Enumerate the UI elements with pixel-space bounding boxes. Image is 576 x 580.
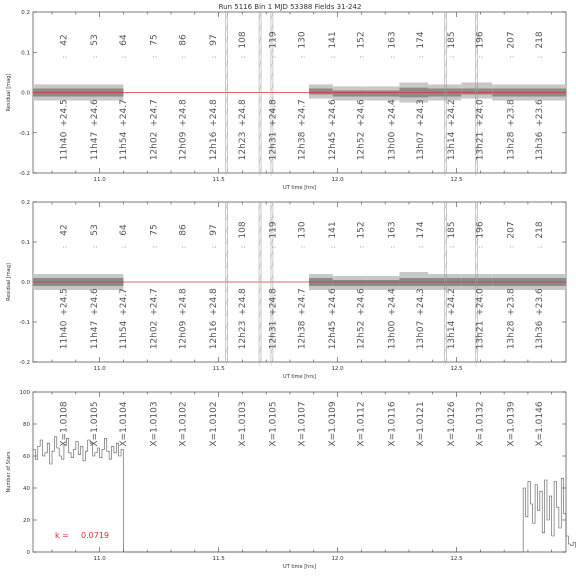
y-tick-label: -0.1	[19, 130, 30, 137]
hatch-mark	[476, 250, 478, 258]
dec-label: +24.6	[90, 288, 101, 316]
field-label: 53	[90, 34, 101, 46]
field-label: 97	[209, 34, 220, 46]
field-label: 163	[387, 221, 398, 239]
hatch-mark	[226, 238, 228, 246]
dec-label: +24.3	[416, 288, 427, 316]
hatch-mark	[259, 310, 261, 318]
field-label: 108	[237, 221, 248, 239]
field-colon: :	[536, 55, 545, 59]
dec-label: +24.8	[209, 288, 220, 316]
field-colon: :	[91, 245, 100, 249]
dec-label: +24.3	[416, 99, 427, 127]
hatch-mark	[259, 202, 261, 210]
hatch-mark	[271, 202, 273, 210]
field-colon: :	[507, 55, 516, 59]
dec-label: +23.8	[506, 99, 517, 127]
y-tick-label: -0.2	[19, 171, 30, 177]
ra-label: 11h54	[118, 131, 129, 161]
hatch-mark	[259, 60, 261, 68]
airmass-label: X=1.0105	[268, 401, 279, 447]
field-label: 75	[149, 224, 160, 236]
ra-label: 12h31	[268, 131, 279, 161]
hatch-mark	[259, 120, 261, 128]
hatch-mark	[445, 214, 447, 222]
ra-label: 13h07	[416, 320, 427, 350]
hatch-mark	[445, 168, 447, 176]
ra-label: 12h38	[297, 320, 308, 350]
field-colon: :	[91, 55, 100, 59]
x-tick-label: 11.5	[212, 177, 225, 183]
x-tick-label: 11.5	[212, 556, 225, 562]
field-label: 174	[416, 31, 427, 49]
airmass-label: X=1.0104	[118, 401, 129, 447]
field-label: 86	[178, 224, 189, 236]
field-colon: :	[298, 55, 307, 59]
field-label: 185	[447, 221, 458, 239]
hatch-mark	[476, 12, 478, 20]
hatch-mark	[271, 72, 273, 80]
field-label: 130	[297, 31, 308, 49]
field-label: 152	[356, 221, 367, 239]
hatch-mark	[476, 202, 478, 210]
x-tick-label: 12.0	[331, 556, 344, 562]
field-colon: :	[357, 55, 366, 59]
hatch-mark	[226, 286, 228, 294]
ra-label: 13h14	[447, 320, 458, 350]
y-tick-label: 0	[26, 550, 30, 556]
field-colon: :	[179, 245, 188, 249]
hatch-mark	[226, 214, 228, 222]
residual-band-inner	[366, 280, 399, 286]
x-tick-label: 12.0	[331, 177, 344, 183]
field-colon: :	[119, 245, 128, 249]
airmass-label: X=1.0103	[149, 401, 160, 447]
hatch-mark	[226, 202, 228, 210]
x-tick-label: 11.0	[93, 556, 106, 562]
field-label: 42	[59, 224, 70, 236]
residual-band-inner	[366, 90, 399, 96]
x-tick-label: 11.5	[212, 366, 225, 372]
residual-band-inner	[461, 88, 492, 94]
dec-label: +24.0	[475, 288, 486, 316]
hatch-mark	[271, 214, 273, 222]
field-colon: :	[329, 55, 338, 59]
hatch-mark	[476, 60, 478, 68]
field-colon: :	[238, 55, 247, 59]
hatch-mark	[259, 24, 261, 32]
field-colon: :	[417, 245, 426, 249]
field-colon: :	[298, 245, 307, 249]
airmass-label: X=1.0112	[356, 401, 367, 447]
hatch-mark	[476, 168, 478, 176]
ra-label: 12h52	[356, 131, 367, 161]
ra-label: 12h16	[209, 320, 220, 350]
field-colon: :	[476, 55, 485, 59]
figure-title: Run 5116 Bin 1 MJD 53388 Fields 31-242	[218, 3, 362, 11]
ra-label: 13h36	[535, 320, 546, 350]
ra-label: 12h23	[237, 131, 248, 161]
field-label: 218	[535, 31, 546, 49]
y-axis-label: Residual [mag]	[6, 263, 12, 301]
x-tick-label: 12.5	[450, 177, 463, 183]
hatch-mark	[271, 12, 273, 20]
hatch-mark	[476, 262, 478, 270]
airmass-label: X=1.0132	[475, 401, 486, 447]
residual-panel-middle	[6, 200, 566, 380]
dec-label: +24.5	[59, 99, 70, 127]
hatch-mark	[445, 250, 447, 258]
field-label: 174	[416, 221, 427, 239]
ra-label: 13h00	[387, 131, 398, 161]
field-label: 42	[59, 34, 70, 46]
field-label: 119	[268, 31, 279, 49]
hatch-mark	[259, 334, 261, 342]
field-label: 119	[268, 221, 279, 239]
ra-label: 11h54	[118, 320, 129, 350]
dec-label: +24.5	[59, 288, 70, 316]
ra-label: 13h21	[475, 320, 486, 350]
airmass-label: X=1.0139	[506, 401, 517, 447]
dec-label: +24.7	[297, 288, 308, 316]
field-label: 207	[506, 31, 517, 49]
hatch-mark	[445, 202, 447, 210]
ra-label: 12h23	[237, 320, 248, 350]
hatch-mark	[259, 214, 261, 222]
x-tick-label: 12.0	[331, 366, 344, 372]
y-tick-label: 80	[23, 422, 30, 428]
hatch-mark	[271, 60, 273, 68]
residual-band-inner	[333, 280, 366, 286]
field-colon: :	[60, 55, 69, 59]
field-label: 141	[328, 221, 339, 239]
hatch-mark	[226, 168, 228, 176]
hatch-mark	[271, 168, 273, 176]
hatch-mark	[226, 36, 228, 44]
hatch-mark	[476, 24, 478, 32]
hatch-mark	[445, 72, 447, 80]
field-label: 185	[447, 31, 458, 49]
y-tick-label: 0.1	[21, 50, 30, 57]
hatch-mark	[271, 274, 273, 282]
k-value: 0.0719	[81, 531, 109, 540]
dec-label: +24.7	[149, 99, 160, 127]
field-label: 196	[475, 221, 486, 239]
airmass-label: X=1.0105	[90, 401, 101, 447]
field-colon: :	[269, 55, 278, 59]
y-tick-label: -0.2	[19, 360, 30, 366]
hatch-mark	[259, 346, 261, 354]
hatch-mark	[226, 108, 228, 116]
dec-label: +24.8	[209, 99, 220, 127]
airmass-label: X=1.0103	[237, 401, 248, 447]
hatch-mark	[271, 250, 273, 258]
ra-label: 12h09	[178, 131, 189, 161]
dec-label: +23.6	[535, 288, 546, 316]
hatch-mark	[271, 262, 273, 270]
airmass-label: X=1.0102	[209, 401, 220, 447]
field-colon: :	[269, 245, 278, 249]
hatch-mark	[226, 298, 228, 306]
x-axis-label: UT time [hrs]	[283, 564, 316, 570]
hatch-mark	[226, 274, 228, 282]
hatch-mark	[259, 286, 261, 294]
field-colon: :	[448, 55, 457, 59]
dec-label: +24.4	[387, 99, 398, 127]
ra-label: 13h00	[387, 320, 398, 350]
ra-label: 12h02	[149, 320, 160, 350]
dec-label: +24.0	[475, 99, 486, 127]
field-label: 152	[356, 31, 367, 49]
dec-label: +24.7	[149, 288, 160, 316]
k-label: k =	[55, 531, 69, 540]
ra-label: 12h09	[178, 320, 189, 350]
field-colon: :	[210, 55, 219, 59]
field-label: 53	[90, 224, 101, 236]
field-label: 163	[387, 31, 398, 49]
ra-label: 11h47	[90, 320, 101, 350]
field-colon: :	[119, 55, 128, 59]
hatch-mark	[259, 96, 261, 104]
field-colon: :	[210, 245, 219, 249]
field-colon: :	[357, 245, 366, 249]
dec-label: +24.8	[178, 99, 189, 127]
dec-label: +24.8	[237, 288, 248, 316]
field-colon: :	[476, 245, 485, 249]
field-colon: :	[536, 245, 545, 249]
dec-label: +24.7	[118, 99, 129, 127]
hatch-mark	[226, 60, 228, 68]
y-tick-label: 40	[23, 486, 30, 492]
hatch-mark	[445, 262, 447, 270]
x-tick-label: 11.0	[93, 366, 106, 372]
x-tick-label: 11.0	[93, 177, 106, 183]
hatch-mark	[476, 214, 478, 222]
y-tick-label: -0.1	[19, 320, 30, 326]
dec-label: +24.6	[90, 99, 101, 127]
ra-label: 12h52	[356, 320, 367, 350]
field-colon: :	[329, 245, 338, 249]
hatch-mark	[259, 144, 261, 152]
ra-label: 12h45	[328, 131, 339, 161]
y-tick-label: 20	[23, 518, 30, 524]
airmass-label: X=1.0107	[297, 401, 308, 447]
field-label: 108	[237, 31, 248, 49]
dec-label: +24.6	[356, 288, 367, 316]
star-count-panel	[6, 390, 576, 570]
x-axis-label: UT time [hrs]	[283, 185, 316, 191]
airmass-label: X=1.0146	[535, 401, 546, 447]
ra-label: 12h31	[268, 320, 279, 350]
field-label: 130	[297, 221, 308, 239]
dec-label: +24.6	[328, 288, 339, 316]
hatch-mark	[226, 310, 228, 318]
airmass-label: X=1.0109	[328, 401, 339, 447]
field-label: 97	[209, 224, 220, 236]
hatch-mark	[226, 156, 228, 164]
hatch-mark	[445, 24, 447, 32]
field-label: 218	[535, 221, 546, 239]
hatch-mark	[259, 72, 261, 80]
field-label: 196	[475, 31, 486, 49]
field-colon: :	[150, 55, 159, 59]
dec-label: +24.4	[387, 288, 398, 316]
y-tick-label: 100	[19, 390, 30, 396]
field-colon: :	[507, 245, 516, 249]
hatch-mark	[445, 60, 447, 68]
dec-label: +24.8	[178, 288, 189, 316]
ra-label: 11h40	[59, 320, 70, 350]
dec-label: +24.7	[118, 288, 129, 316]
y-tick-label: 0.1	[21, 240, 30, 246]
hatch-mark	[476, 72, 478, 80]
residual-panel-top	[6, 10, 566, 191]
hatch-mark	[226, 120, 228, 128]
hatch-mark	[259, 226, 261, 234]
hatch-mark	[226, 24, 228, 32]
hatch-mark	[259, 108, 261, 116]
hatch-mark	[259, 274, 261, 282]
airmass-label: X=1.0126	[447, 401, 458, 447]
dec-label: +23.8	[506, 288, 517, 316]
dec-label: +24.2	[447, 99, 458, 127]
hatch-mark	[226, 84, 228, 92]
hatch-mark	[271, 84, 273, 92]
hatch-mark	[259, 250, 261, 258]
hatch-mark	[445, 12, 447, 20]
ra-label: 12h45	[328, 320, 339, 350]
ra-label: 13h28	[506, 131, 517, 161]
hatch-mark	[226, 334, 228, 342]
hatch-mark	[226, 322, 228, 330]
hatch-mark	[259, 84, 261, 92]
residual-band-inner	[333, 90, 366, 96]
hatch-mark	[259, 132, 261, 140]
dec-label: +24.8	[268, 99, 279, 127]
x-axis-label: UT time [hrs]	[283, 374, 316, 380]
dec-label: +24.7	[297, 99, 308, 127]
x-tick-label: 12.5	[450, 556, 463, 562]
ra-label: 12h38	[297, 131, 308, 161]
airmass-label: X=1.0121	[416, 401, 427, 447]
ra-label: 13h36	[535, 131, 546, 161]
dec-label: +24.8	[268, 288, 279, 316]
field-label: 75	[149, 34, 160, 46]
dec-label: +23.6	[535, 99, 546, 127]
hatch-mark	[226, 250, 228, 258]
field-label: 141	[328, 31, 339, 49]
field-colon: :	[179, 55, 188, 59]
hatch-mark	[259, 48, 261, 56]
y-tick-label: 60	[23, 454, 30, 460]
hatch-mark	[259, 12, 261, 20]
hatch-mark	[259, 298, 261, 306]
y-tick-label: 0.2	[21, 200, 30, 206]
y-tick-label: 0.0	[21, 280, 30, 286]
hatch-mark	[226, 262, 228, 270]
field-colon: :	[60, 245, 69, 249]
dec-label: +24.8	[237, 99, 248, 127]
ra-label: 13h21	[475, 131, 486, 161]
field-colon: :	[388, 55, 397, 59]
airmass-label: X=1.0116	[387, 401, 398, 447]
hatch-mark	[226, 12, 228, 20]
hatch-mark	[226, 226, 228, 234]
hatch-mark	[226, 96, 228, 104]
field-label: 207	[506, 221, 517, 239]
field-label: 86	[178, 34, 189, 46]
dec-label: +24.2	[447, 288, 458, 316]
hatch-mark	[259, 322, 261, 330]
field-label: 64	[118, 34, 129, 46]
hatch-mark	[259, 156, 261, 164]
ra-label: 13h28	[506, 320, 517, 350]
hatch-mark	[259, 262, 261, 270]
field-label: 64	[118, 224, 129, 236]
airmass-label: X=1.0108	[59, 401, 70, 447]
residual-band-inner	[309, 88, 333, 94]
ra-label: 11h40	[59, 131, 70, 161]
y-axis-label: Number of Stars	[6, 451, 12, 493]
hatch-mark	[226, 48, 228, 56]
hatch-mark	[259, 36, 261, 44]
hatch-mark	[271, 24, 273, 32]
dec-label: +24.6	[356, 99, 367, 127]
dec-label: +24.6	[328, 99, 339, 127]
field-colon: :	[388, 245, 397, 249]
hatch-mark	[259, 238, 261, 246]
x-tick-label: 12.5	[450, 366, 463, 372]
ra-label: 13h14	[447, 131, 458, 161]
ra-label: 12h02	[149, 131, 160, 161]
field-colon: :	[417, 55, 426, 59]
airmass-label: X=1.0102	[178, 401, 189, 447]
hatch-mark	[226, 132, 228, 140]
hatch-mark	[226, 346, 228, 354]
y-tick-label: 0.2	[21, 10, 30, 16]
hatch-mark	[226, 144, 228, 152]
y-axis-label: Residual [mag]	[6, 73, 12, 112]
field-colon: :	[238, 245, 247, 249]
field-colon: :	[448, 245, 457, 249]
field-colon: :	[150, 245, 159, 249]
ra-label: 13h07	[416, 131, 427, 161]
ra-label: 11h47	[90, 131, 101, 161]
y-tick-label: 0.0	[21, 90, 30, 97]
ra-label: 12h16	[209, 131, 220, 161]
hatch-mark	[259, 168, 261, 176]
hatch-mark	[226, 72, 228, 80]
